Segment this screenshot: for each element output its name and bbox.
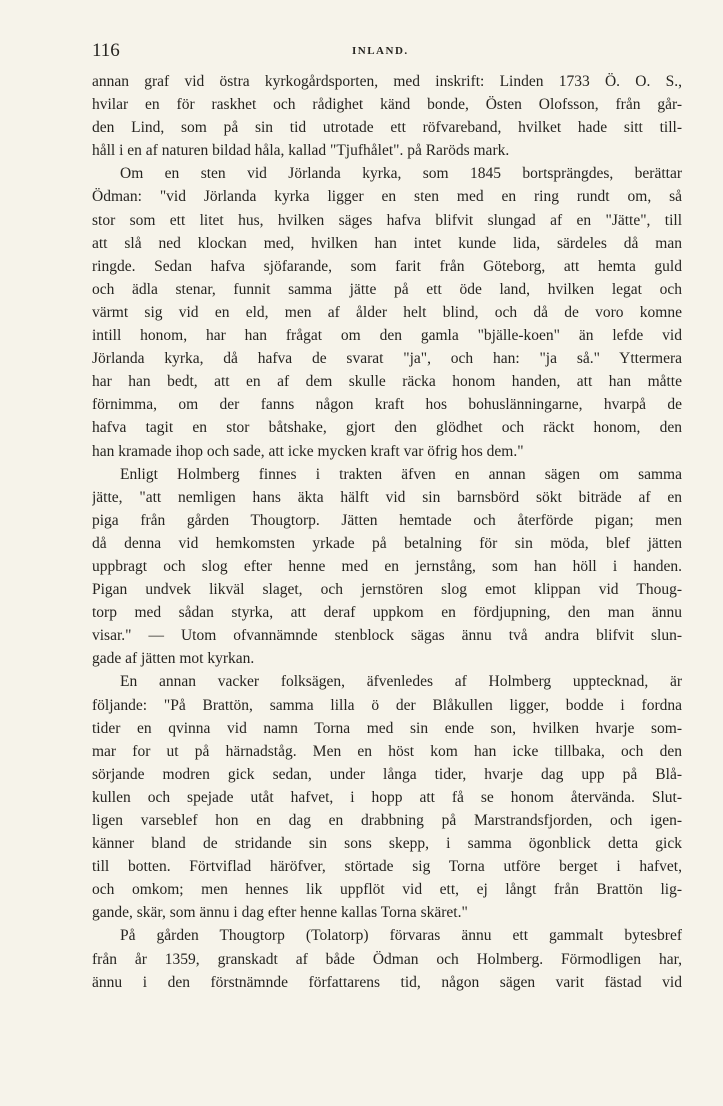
text-line: piga från gården Thougtorp. Jätten hemtade och återförde pigan; men [92, 511, 682, 529]
text-line: hvilar en för raskhet och rådighet känd bonde, Östen Olofsson, från går- [92, 96, 682, 114]
text-line: ligen varseblef hon en dag en drabbning på Marstrandsfjorden, och igen- [92, 812, 682, 829]
text-line: Jörlanda kyrka, då hafva de svarat "ja", och han: "ja så." Yttermera [92, 350, 682, 368]
text-line: mar for ut på härnadståg. Men en höst kom han icke tillbaka, och den [92, 742, 682, 760]
text-line: till botten. Förtviflad häröfver, störtade sig Torna utföre berget i hafvet, [92, 858, 682, 876]
text-line: annan graf vid östra kyrkogårdsporten, med inskrift: Linden 1733 Ö. O. S., [92, 73, 682, 90]
text-line: och ädla stenar, funnit samma jätte på ett öde land, hvilken legat och [92, 280, 682, 298]
text-line: förnimma, om der fanns någon kraft hos bohuslänningarne, hvarpå de [92, 396, 682, 414]
text-line: ännu i den förstnämnde författarens tid, någon sägen varit fästad vid [92, 973, 682, 991]
text-line: från år 1359, granskadt af både Ödman och Holmberg. Förmodligen har, [92, 950, 682, 968]
text-line: Ödman: "vid Jörlanda kyrka ligger en sten med en ring rundt om, så [92, 188, 682, 206]
text-line: tider en qvinna vid namn Torna med sin ende son, hvilken hvarje som- [92, 719, 682, 737]
text-line: kullen och spejade utåt hafvet, i hopp att få se honom återvända. Slut- [92, 788, 682, 806]
text-line: då denna vid hemkomsten yrkade på betalning för sin möda, blef jätten [92, 534, 682, 552]
text-line: intill honom, har han frågat om den gamla "bjälle-koen" än lefde vid [92, 327, 682, 345]
text-line: den Lind, som på sin tid utrotade ett röfvareband, hvilket hade sitt till- [92, 119, 682, 137]
text-line: håll i en af naturen bildad håla, kallad "Tjufhålet". på Raröds mark. [92, 142, 510, 160]
text-line: värmt sig vid en eld, men af ålder helt blind, och då de voro komne [92, 303, 682, 321]
text-line: ringde. Sedan hafva sjöfarande, som farit från Göteborg, att hemta guld [92, 257, 682, 275]
text-line: Om en sten vid Jörlanda kyrka, som 1845 bortsprängdes, berättar [120, 165, 682, 183]
text-line: han kramade ihop och sade, att icke mycken kraft var öfrig hos dem." [92, 442, 524, 460]
text-line: visar." — Utom ofvannämnde stenblock sägas ännu två andra blifvit slun- [92, 627, 682, 645]
text-line: gade af jätten mot kyrkan. [92, 650, 255, 668]
text-line: känner bland de stridande sin sons skepp, i samma ögonblick detta gick [92, 835, 682, 853]
text-line: gande, skär, som ännu i dag efter henne kallas Torna skäret." [92, 904, 468, 922]
page-header [92, 40, 637, 64]
text-line: hafva tagit en stor båtshake, gjort den glödhet och räckt honom, den [92, 419, 682, 437]
text-line: Enligt Holmberg finnes i trakten äfven en annan sägen om samma [120, 465, 682, 483]
running-head: INLAND. [352, 45, 409, 57]
text-line: och omkom; men hennes lik uppflöt vid ett, ej långt från Brattön lig- [92, 881, 682, 899]
text-line: En annan vacker folksägen, äfvenledes af Holmberg upptecknad, är [120, 673, 682, 691]
page-number: 116 [92, 40, 120, 61]
text-line: stor som ett litet hus, hvilken säges hafva blifvit slungad af en "Jätte", till [92, 211, 682, 229]
text-line: att slå ned klockan med, hvilken han intet kunde lida, särdeles då man [92, 234, 682, 252]
text-line: jätte, "att nemligen hans äkta hälft vid sin barnsbörd sökt biträde af en [92, 488, 682, 506]
text-line: Pigan undvek likväl slaget, och jernstören slog emot klippan vid Thoug- [92, 581, 682, 599]
text-line: På gården Thougtorp (Tolatorp) förvaras ännu ett gammalt bytesbref [120, 927, 682, 945]
text-line: uppbragt och slog efter henne med en jernstång, som han höll i handen. [92, 557, 682, 575]
text-line: sörjande modren gick sedan, under långa tider, hvarje dag upp på Blå- [92, 765, 682, 783]
text-line: följande: "På Brattön, samma lilla ö der Blåkullen ligger, bodde i fordna [92, 696, 682, 714]
text-line: torp med sådan styrka, att deraf uppkom en fördjupning, den man ännu [92, 604, 682, 622]
text-line: har han bedt, att en af dem skulle räcka honom handen, att han måtte [92, 373, 682, 391]
body-text [92, 70, 682, 994]
